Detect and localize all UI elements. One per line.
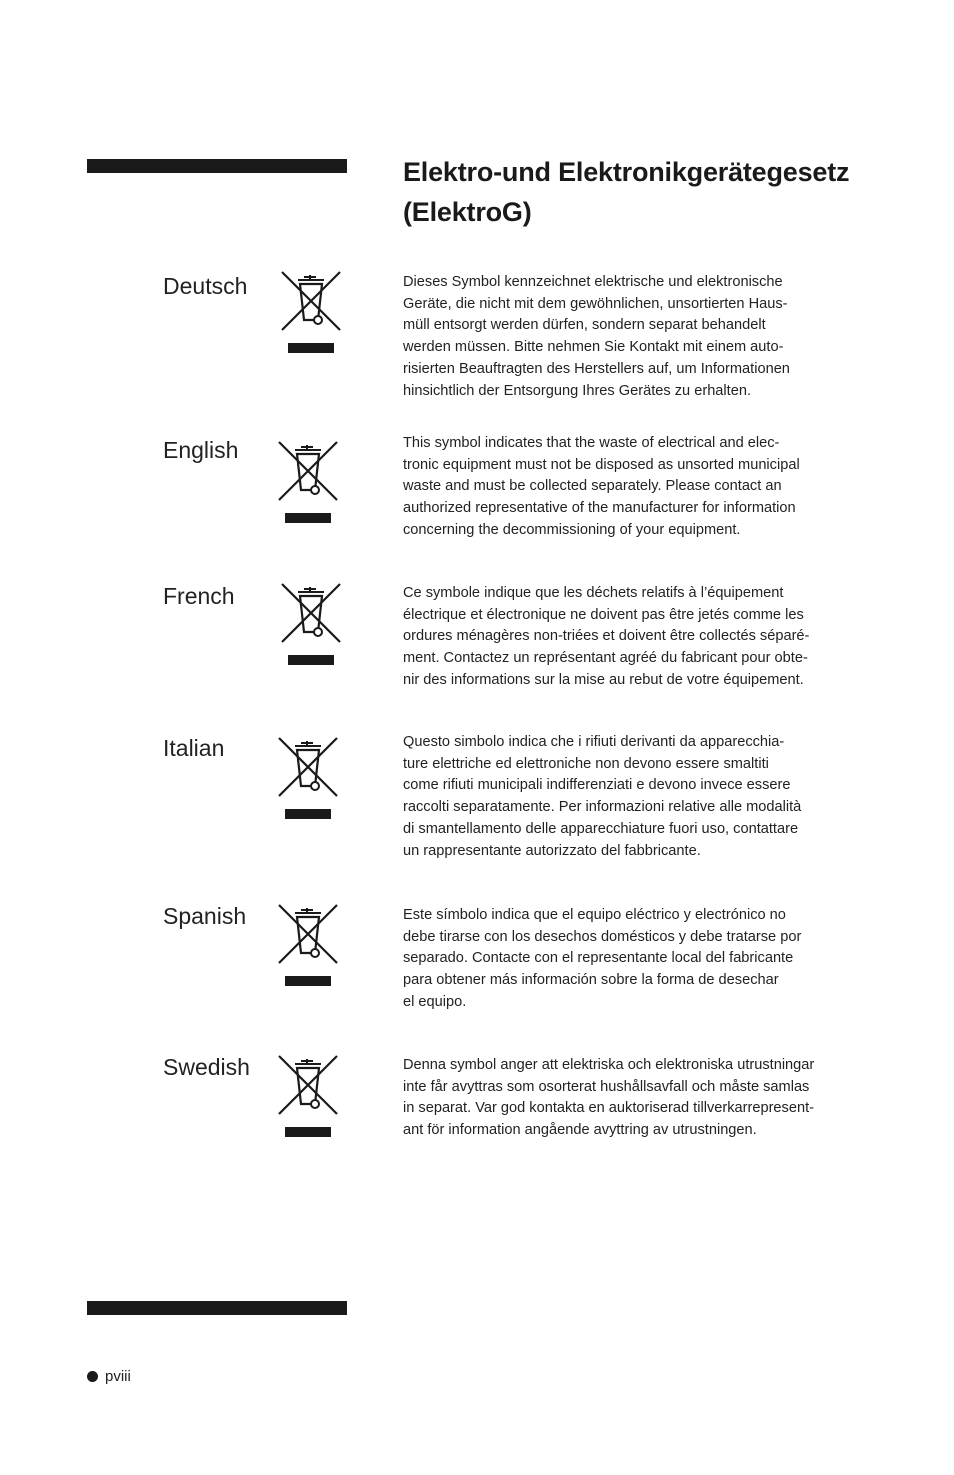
crossed-out-wheelie-bin-icon xyxy=(277,440,339,524)
crossed-out-wheelie-bin-icon xyxy=(280,582,342,666)
crossed-out-wheelie-bin-icon xyxy=(280,270,342,354)
section-text-spanish: Este símbolo indica que el equipo eléctrico y electrónico no debe tirarse con los desechos domésticos y debe tratarse por separado. Contacte con el representante local del fabricante para obtener más información sobre la forma de desechar el equipo. xyxy=(403,907,802,1010)
language-label-swedish: Swedish xyxy=(163,1054,250,1080)
crossed-out-wheelie-bin-icon xyxy=(277,1054,339,1138)
page-footer xyxy=(87,1368,131,1385)
crossed-out-wheelie-bin-icon xyxy=(277,1054,339,1138)
language-label-deutsch: Deutsch xyxy=(163,273,248,299)
section-text-swedish: Denna symbol anger att elektriska och elektroniska utrustningar inte får avyttras som osorterat hushållsavfall och måste samlas in separat. Var god kontakta en auktoriserad tillverkarrepresent- ant för information angående avyttring av utrustningen. xyxy=(403,1057,815,1139)
crossed-out-wheelie-bin-icon xyxy=(277,440,339,524)
bottom-rule xyxy=(87,1301,347,1315)
section-text-english: This symbol indicates that the waste of electrical and elec- tronic equipment must not be disposed as unsorted municipal waste and must be collected separately. Please contact an authorized representative of the manufacturer for information concerning the decommissioning of your equipment. xyxy=(403,435,800,538)
section-text-deutsch: Dieses Symbol kennzeichnet elektrische und elektronische Geräte, die nicht mit dem gewöhnlichen, unsortierten Haus- müll entsorgt werden dürfen, sondern separat behandelt werden müssen. Bitte nehmen Sie Kontakt mit einem auto- risierten Beauftragten des Herstellers auf, um Informationen hinsichtlich der Entsorgung Ihres Gerätes zu erhalten. xyxy=(403,274,790,399)
page-number: pviii xyxy=(105,1368,131,1385)
language-label-spanish: Spanish xyxy=(163,903,247,929)
section-text-italian: Questo simbolo indica che i rifiuti derivanti da apparecchia- ture elettriche ed elettroniche non devono essere smaltiti come rifiuti municipali indifferenziati e devono invece essere raccolti separatamente. Per informazioni relative alle modalità di smantellamento delle apparecchiature fuori uso, contattare un rappresentante autorizzato del fabbricante. xyxy=(403,734,802,859)
crossed-out-wheelie-bin-icon xyxy=(277,903,339,987)
crossed-out-wheelie-bin-icon xyxy=(277,736,339,820)
language-label-french: French xyxy=(163,583,235,609)
bullet-icon xyxy=(87,1371,98,1382)
top-rule xyxy=(87,159,347,173)
crossed-out-wheelie-bin-icon xyxy=(280,270,342,354)
language-label-italian: Italian xyxy=(163,735,225,761)
language-label-english: English xyxy=(163,437,239,463)
section-text-french: Ce symbole indique que les déchets relatifs à l’équipement électrique et électronique ne doivent pas être jetés comme les ordures ménagères non-triées et doivent être collectés séparé- ment. Contactez un représentant agréé du fabricant pour obte- nir des informations sur la mise au rebut de votre équipement. xyxy=(403,585,810,688)
crossed-out-wheelie-bin-icon xyxy=(277,903,339,987)
crossed-out-wheelie-bin-icon xyxy=(280,582,342,666)
crossed-out-wheelie-bin-icon xyxy=(277,736,339,820)
page-title: Elektro-und Elektronikgerätegesetz (ElektroG) xyxy=(403,157,850,227)
